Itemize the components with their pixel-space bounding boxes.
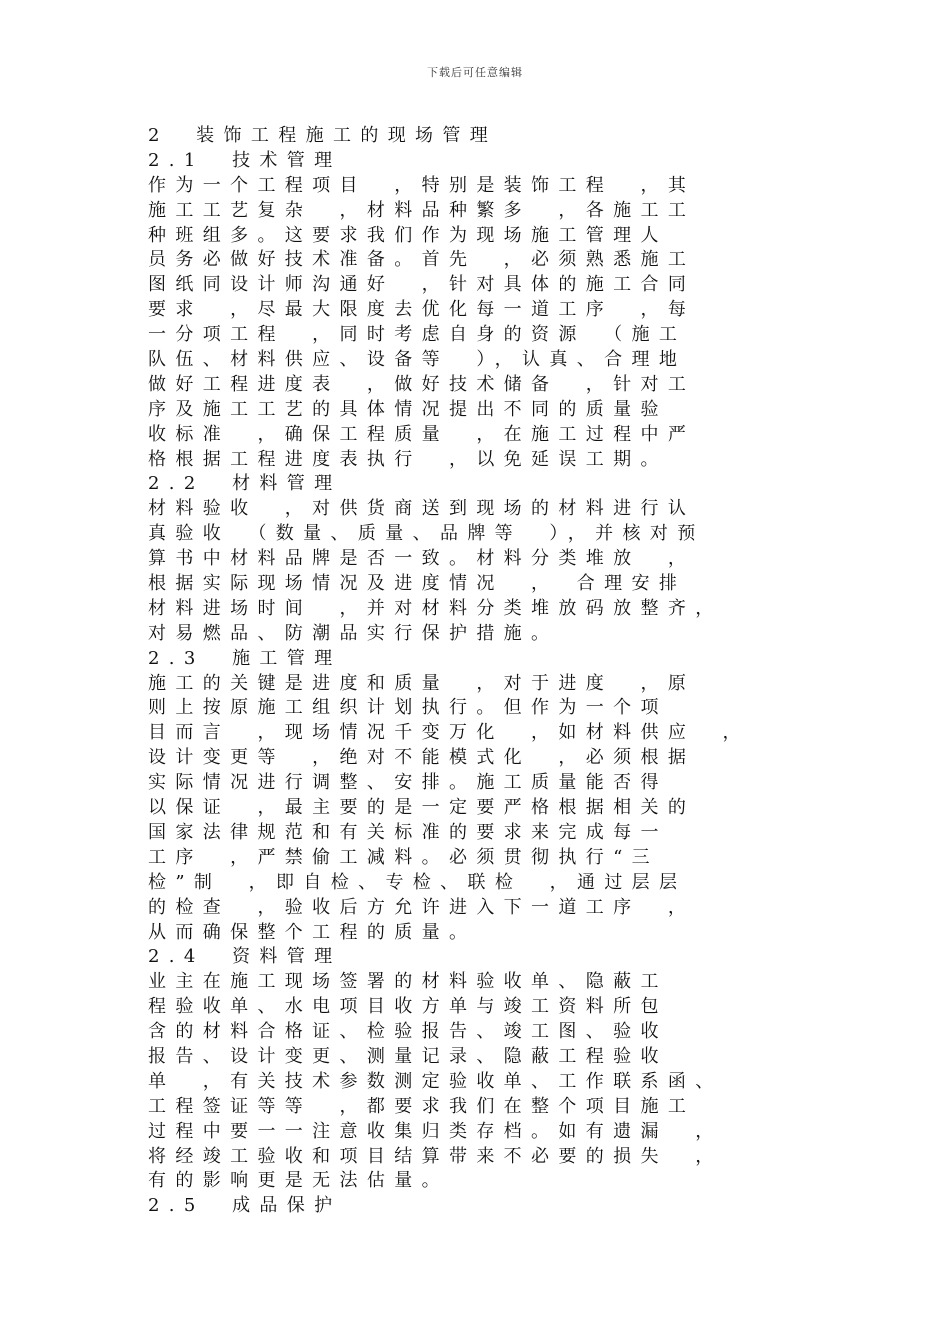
text-line: 含的材料合格证、检验报告、竣工图、验收 <box>148 1021 668 1043</box>
text-line: 格根据工程进度表执行 ，以免延误工期。 <box>148 448 668 470</box>
text-line: 报告、设计变更、测量记录、隐蔽工程验收 <box>148 1045 668 1067</box>
text-line: 则上按原施工组织计划执行。但作为一个项 <box>148 697 668 719</box>
text-line: 从而确保整个工程的质量。 <box>148 921 477 943</box>
text-line: 业主在施工现场签署的材料验收单、隐蔽工 <box>148 971 668 993</box>
text-line: 对易燃品、防潮品实行保护措施。 <box>148 622 559 644</box>
section-heading: 2 装饰工程施工的现场管理 <box>148 125 498 146</box>
text-line: 以保证 ，最主要的是一定要严格根据相关的 <box>148 797 696 819</box>
text-line: 材料验收 ，对供货商送到现场的材料进行认 <box>148 498 696 520</box>
text-line: 一分项工程 ，同时考虑自身的资源 （施工 <box>148 324 687 346</box>
text-line: 要求 ，尽最大限度去优化每一道工序 ，每 <box>148 299 696 321</box>
text-line: 程验收单、水电项目收方单与竣工资料所包 <box>148 996 668 1018</box>
text-line: 员务必做好技术准备。首先 ，必须熟悉施工 <box>148 249 696 271</box>
text-line: 材料进场时间 ，并对材料分类堆放码放整齐， <box>148 597 723 619</box>
text-line: 国家法律规范和有关标准的要求来完成每一 <box>148 821 668 843</box>
subsection-heading: 2.5 成品保护 <box>148 1195 342 1217</box>
text-line: 设计变更等 ，绝对不能模式化 ，必须根据 <box>148 747 696 769</box>
text-line: 真验收 （数量、质量、品牌等 ），并核对预 <box>148 523 705 545</box>
text-line: 种班组多。这要求我们作为现场施工管理人 <box>148 224 668 246</box>
subsection-heading: 2.2 材料管理 <box>148 473 342 495</box>
text-line: 单 ，有关技术参数测定验收单、工作联系函、 <box>148 1070 723 1092</box>
text-line: 根据实际现场情况及进度情况 ， 合理安排 <box>148 573 687 595</box>
text-line: 序及施工工艺的具体情况提出不同的质量验 <box>148 398 668 420</box>
text-line: 有的影响更是无法估量。 <box>148 1170 449 1192</box>
text-line: 算书中材料品牌是否一致。材料分类堆放 ， <box>148 548 696 570</box>
text-line: 的检查 ，验收后方允许进入下一道工序 ， <box>148 896 696 918</box>
text-line: 检”制 ，即自检、专检、联检 ，通过层层 <box>148 871 687 893</box>
text-line: 施工工艺复杂 ，材料品种繁多 ，各施工工 <box>148 199 696 221</box>
text-line: 施工的关键是进度和质量 ，对于进度 ，原 <box>148 672 696 694</box>
document-body <box>148 124 828 1219</box>
text-line: 收标准 ，确保工程质量 ，在施工过程中严 <box>148 423 696 445</box>
text-line: 作为一个工程项目 ，特别是装饰工程 ，其 <box>148 174 696 196</box>
text-line: 图纸同设计师沟通好 ，针对具体的施工合同 <box>148 274 696 296</box>
page-header-note: 下载后可任意编辑 <box>427 66 523 79</box>
subsection-heading: 2.1 技术管理 <box>148 149 342 171</box>
text-line: 目而言 ，现场情况千变万化 ，如材料供应 ， <box>148 722 750 744</box>
text-line: 过程中要一一注意收集归类存档。如有遗漏 ， <box>148 1120 723 1142</box>
text-line: 将经竣工验收和项目结算带来不必要的损失 ， <box>148 1145 723 1167</box>
subsection-heading: 2.3 施工管理 <box>148 647 342 669</box>
subsection-heading: 2.4 资料管理 <box>148 946 342 968</box>
text-line: 工程签证等等 ，都要求我们在整个项目施工 <box>148 1095 696 1117</box>
text-line: 工序 ，严禁偷工减料。必须贯彻执行“三 <box>148 846 660 868</box>
text-line: 队伍、材料供应、设备等 ），认真、合理地 <box>148 349 687 371</box>
text-line: 做好工程进度表 ，做好技术储备 ，针对工 <box>148 373 696 395</box>
text-line: 实际情况进行调整、安排。施工质量能否得 <box>148 772 668 794</box>
